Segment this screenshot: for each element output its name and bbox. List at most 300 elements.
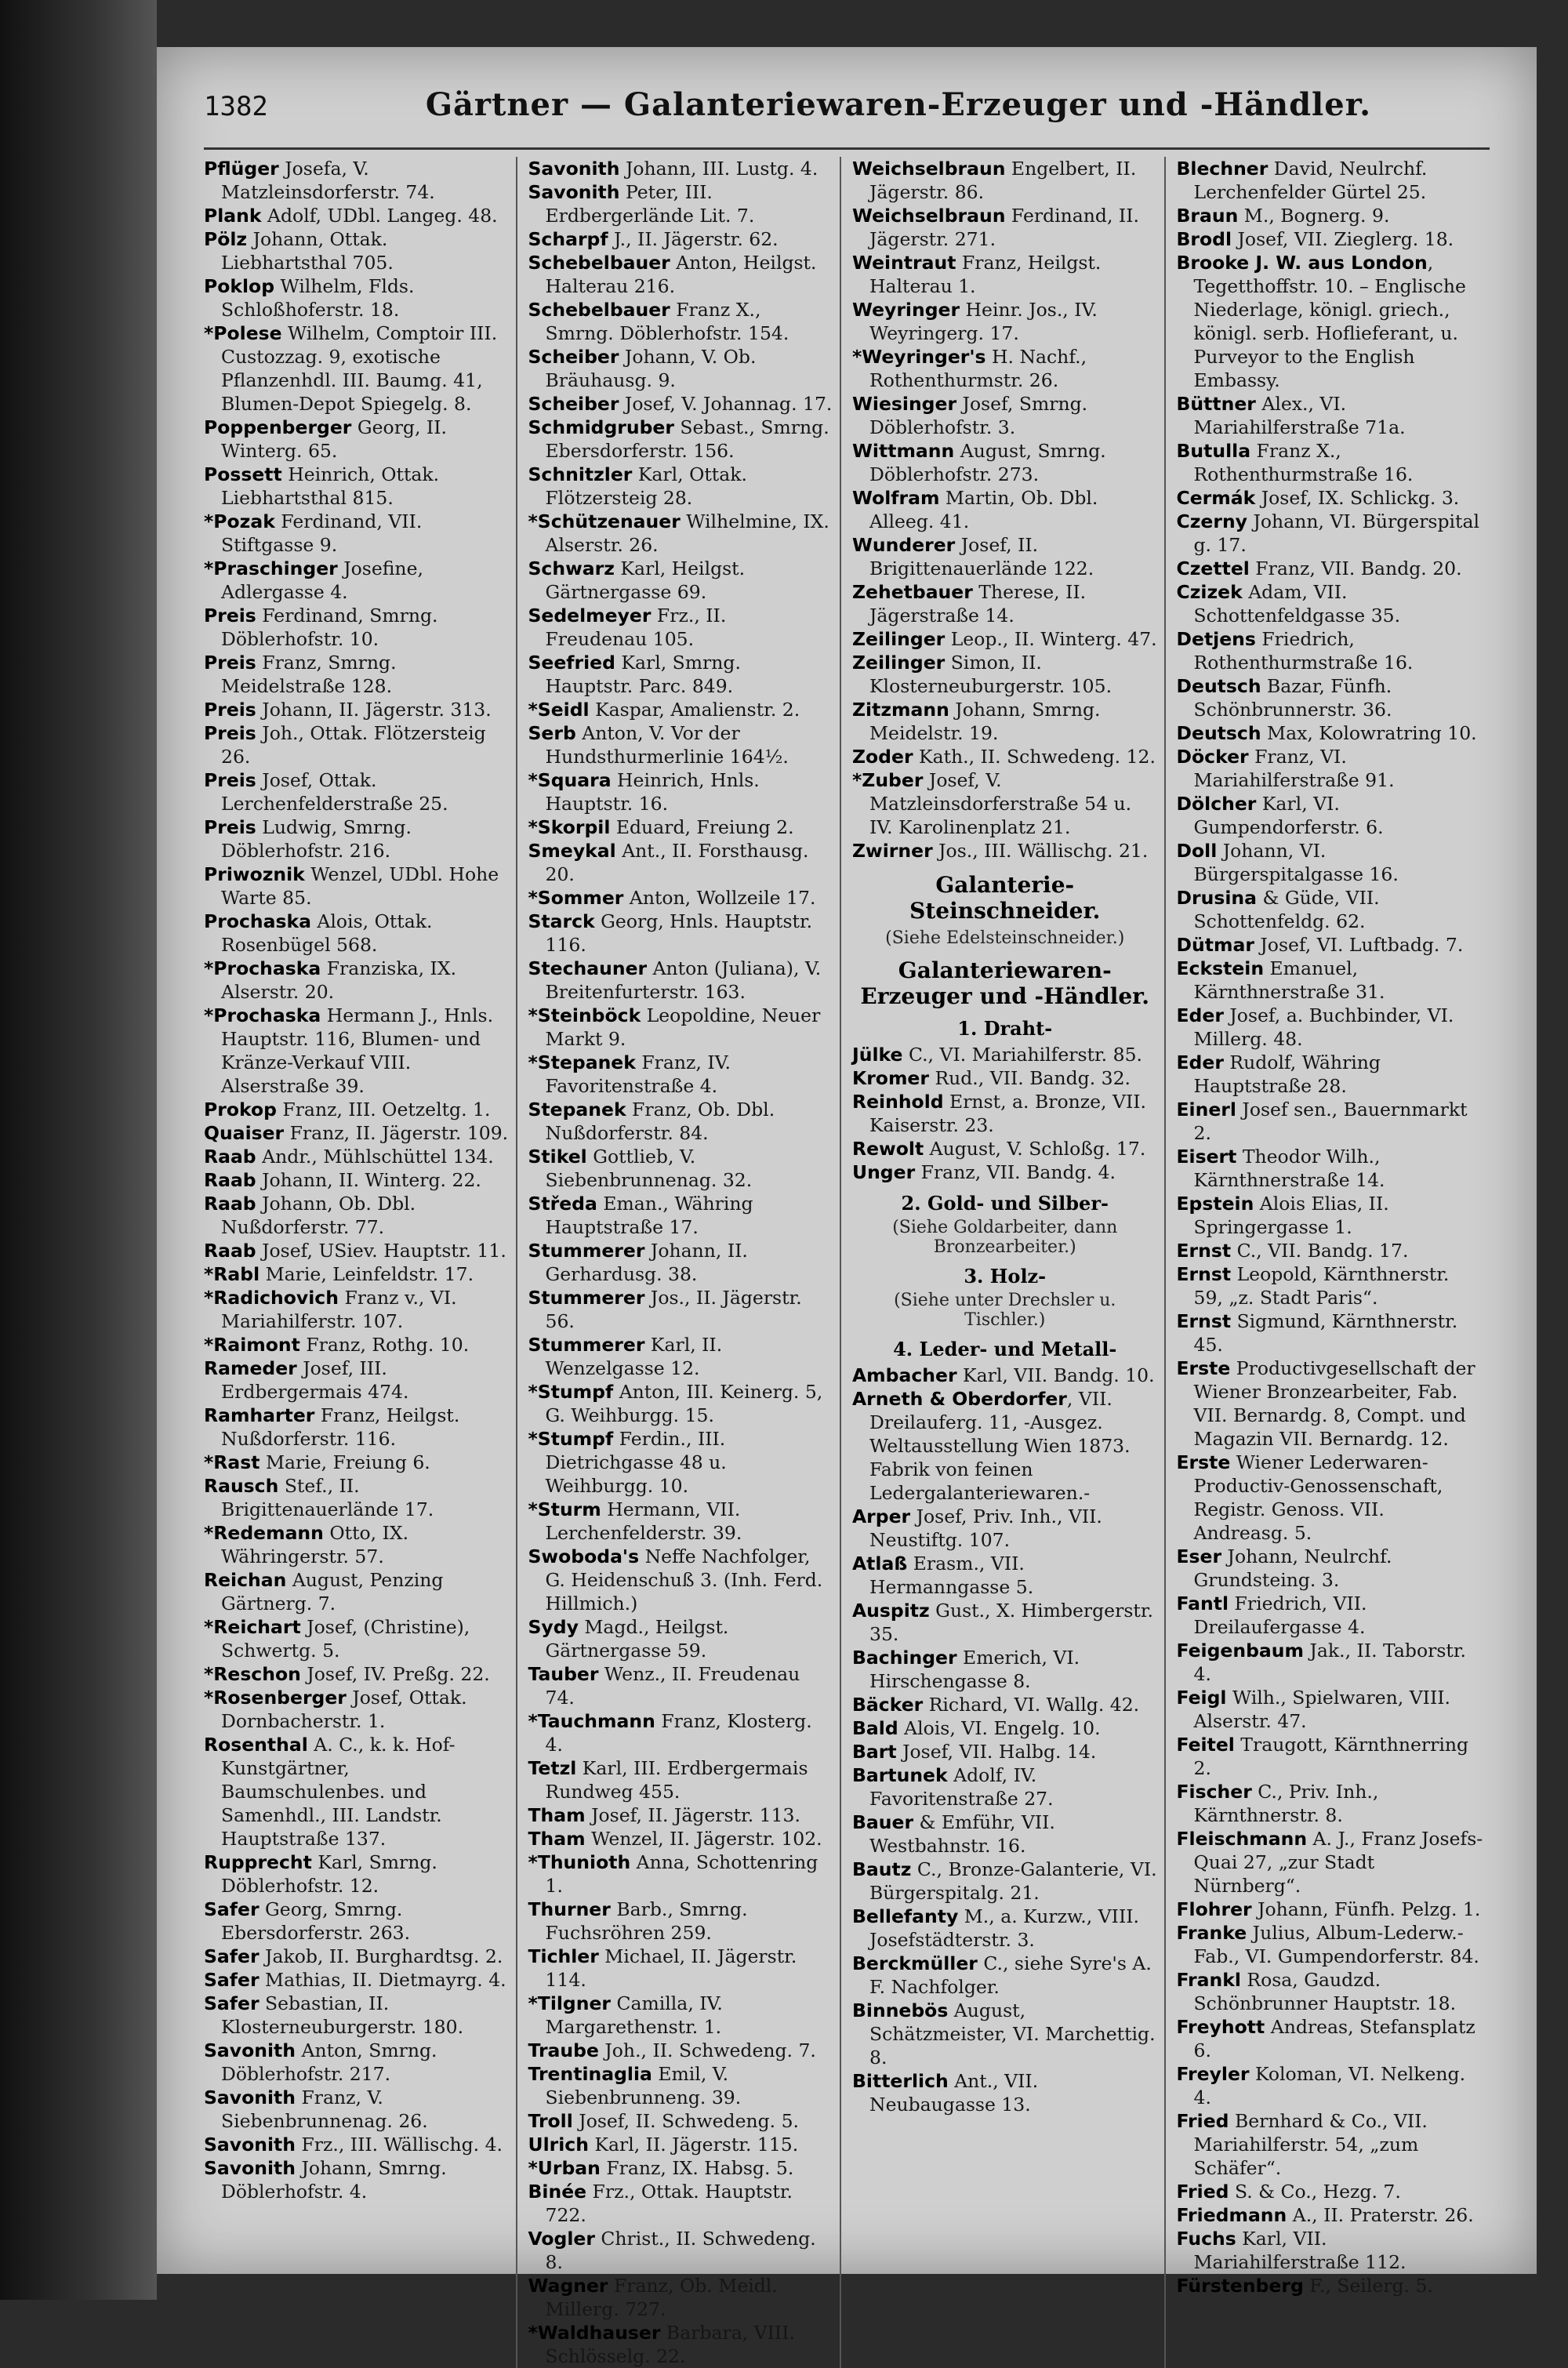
directory-entry <box>852 2069 1158 2116</box>
entry-name: Cermák <box>1176 487 1256 509</box>
entry-name: Fantl <box>1176 1593 1229 1614</box>
running-title: Gärtner — Galanteriewaren-Erzeuger und -Händler. <box>425 86 1372 123</box>
entry-details: Georg, Smrng. Ebersdorferstr. 263. <box>221 1898 411 1944</box>
entry-details: F., Seilerg. 5. <box>1303 2275 1433 2297</box>
entry-name: Tham <box>528 1828 586 1850</box>
entry-name: Zwirner <box>852 840 933 862</box>
entry-name: Arneth & Oberdorfer <box>852 1388 1067 1410</box>
directory-entry <box>528 1286 834 1333</box>
entry-details: Rosa, Gaudzd. Schönbrunner Hauptstr. 18. <box>1193 1969 1457 2014</box>
entry-name: Stepanek <box>528 1099 626 1120</box>
entry-name: Trentinaglia <box>528 2063 652 2085</box>
entry-name: Weyringer <box>852 299 960 321</box>
directory-entry <box>852 1505 1158 1552</box>
entry-details: Franz, IX. Habsg. 5. <box>600 2157 794 2179</box>
directory-entry <box>1177 227 1484 251</box>
directory-entry <box>1177 933 1484 957</box>
entry-details: Wilh., Spielwaren, VIII. Alserstr. 47. <box>1193 1687 1450 1732</box>
entry-name: Savonith <box>204 2157 296 2179</box>
entry-details: Jos., II. Jägerstr. 56. <box>545 1287 802 1332</box>
directory-entry <box>852 204 1158 251</box>
entry-name: Frankl <box>1176 1969 1241 1991</box>
directory-entry <box>852 580 1158 627</box>
directory-entry <box>204 1145 510 1168</box>
entry-details: August, V. Schloßg. 17. <box>924 1138 1146 1160</box>
directory-entry <box>1177 204 1484 227</box>
entry-name: Prochaska <box>204 910 311 932</box>
directory-entry <box>852 439 1158 486</box>
directory-entry <box>528 1898 834 1945</box>
entry-name: Rewolt <box>852 1138 924 1160</box>
entry-details: Erasm., VII. Hermanngasse 5. <box>869 1553 1034 1598</box>
entry-name: Berckmüller <box>852 1952 978 1974</box>
directory-entry <box>1177 1592 1484 1639</box>
entry-name: *Praschinger <box>204 557 338 579</box>
entry-details: Johann, VI. Bürgerspitalgasse 16. <box>1193 840 1399 885</box>
entry-name: Savonith <box>204 2087 296 2108</box>
directory-entry <box>528 1192 834 1239</box>
entry-name: Safer <box>204 1898 260 1920</box>
directory-entry <box>1177 1309 1484 1357</box>
entry-name: Bellefanty <box>852 1905 959 1927</box>
entry-details: Johann, II. Jägerstr. 313. <box>256 699 492 721</box>
entry-details: Johann, III. Lustg. 4. <box>619 158 818 180</box>
entry-details: Adolf, UDbl. Langeg. 48. <box>261 205 498 227</box>
entry-name: Flohrer <box>1176 1898 1252 1920</box>
directory-entry <box>528 1098 834 1145</box>
directory-entry <box>204 1968 510 1992</box>
entry-details: Christ., II. Schwedeng. 8. <box>545 2228 816 2273</box>
entry-details: C., VI. Mariahilferstr. 85. <box>902 1044 1142 1066</box>
entry-name: Fried <box>1176 2110 1229 2132</box>
entry-details: Neffe Nachfolger, G. Heidenschuß 3. (Inh. Ferd. Hillmich.) <box>545 1545 823 1614</box>
directory-entry <box>204 651 510 698</box>
entry-name: Ramharter <box>204 1404 315 1426</box>
entry-details: Franz X., Smrng. Döblerhofstr. 154. <box>545 299 789 344</box>
entry-name: Wolfram <box>852 487 940 509</box>
entry-details: Franz, II. Jägerstr. 109. <box>284 1122 509 1144</box>
entry-details: A. J., Franz Josefs-Quai 27, „zur Stadt Nürnberg“. <box>1193 1828 1483 1897</box>
entry-details: Eman., Währing Hauptstraße 17. <box>545 1193 753 1238</box>
directory-entry <box>1177 721 1484 745</box>
directory-entry <box>852 1387 1158 1505</box>
directory-entry <box>1177 2274 1484 2297</box>
directory-entry <box>204 1850 510 1898</box>
entry-name: Tauber <box>528 1663 599 1685</box>
entry-name: Savonith <box>204 2134 296 2156</box>
entry-details: Alois, Ottak. Rosenbügel 568. <box>221 910 433 956</box>
header-rule <box>204 147 1490 150</box>
entry-details: Joh., II. Schwedeng. 7. <box>598 2039 816 2061</box>
directory-entry <box>528 2133 834 2156</box>
entry-name: Eisert <box>1176 1146 1237 1168</box>
entry-name: Preis <box>204 652 256 674</box>
section-heading: Galanterie-Steinschneider. <box>909 872 1101 924</box>
entry-details: Barb., Smrng. Fuchsröhren 259. <box>545 1898 748 1944</box>
directory-entry <box>1177 2203 1484 2227</box>
entry-details: Johann, Ottak. Liebhartsthal 705. <box>221 228 394 274</box>
entry-details: Heinrich, Ottak. Liebhartsthal 815. <box>221 463 440 509</box>
columns <box>204 157 1490 2367</box>
directory-entry <box>528 1380 834 1427</box>
directory-entry <box>528 557 834 604</box>
entry-details: Anton, III. Keinerg. 5, G. Weihburgg. 15. <box>545 1381 823 1426</box>
entry-name: *Stepanek <box>528 1051 636 1073</box>
directory-entry <box>852 1160 1158 1184</box>
directory-entry <box>204 1521 510 1568</box>
entry-name: Ambacher <box>852 1364 957 1386</box>
directory-entry <box>204 1333 510 1357</box>
directory-entry <box>1177 486 1484 510</box>
entry-name: *Rosenberger <box>204 1687 347 1709</box>
directory-entry <box>1177 1357 1484 1451</box>
entry-name: *Rabl <box>204 1263 260 1285</box>
entry-name: Weichselbraun <box>852 158 1006 180</box>
entry-name: Jülke <box>852 1044 903 1066</box>
entry-name: Schnitzler <box>528 463 633 485</box>
entry-name: Deutsch <box>1176 722 1261 744</box>
directory-entry <box>1177 674 1484 721</box>
entry-details: Karl, Smrng. Hauptstr. Parc. 849. <box>545 652 741 697</box>
entry-details: Hermann, VII. Lerchenfelderstr. 39. <box>545 1498 742 1544</box>
directory-entry <box>204 721 510 768</box>
directory-entry <box>204 416 510 463</box>
entry-details: Franziska, IX. Alserstr. 20. <box>221 957 457 1003</box>
directory-entry <box>1177 2062 1484 2109</box>
entry-name: *Weyringer's <box>852 346 986 368</box>
entry-name: Büttner <box>1176 393 1256 415</box>
section-subheading: 3. Holz- <box>964 1265 1047 1288</box>
entry-details: Wenzel, UDbl. Hohe Warte 85. <box>221 863 499 909</box>
directory-entry <box>204 1357 510 1404</box>
entry-details: , Tegetthoffstr. 10. – Englische Niederlage, königl. griech., königl. serb. Hoflieferant, u. Purveyor to the English Embassy. <box>1193 252 1466 391</box>
entry-details: M., a. Kurzw., VIII. Josefstädterstr. 3. <box>869 1905 1139 1951</box>
entry-name: *Tauchmann <box>528 1710 655 1732</box>
directory-entry <box>852 745 1158 768</box>
entry-name: Rosenthal <box>204 1734 308 1756</box>
entry-details: Michael, II. Jägerstr. 114. <box>545 1945 797 1991</box>
entry-details: Karl, VII. Mariahilferstraße 112. <box>1193 2228 1406 2273</box>
directory-entry <box>852 1599 1158 1646</box>
entry-name: Weintraut <box>852 252 956 274</box>
directory-entry <box>528 957 834 1004</box>
directory-entry <box>1177 157 1484 204</box>
entry-name: Savonith <box>204 2039 296 2061</box>
entry-details: Alois, VI. Engelg. 10. <box>898 1717 1101 1739</box>
entry-name: *Waldhauser <box>528 2322 661 2344</box>
entry-name: *Skorpil <box>528 816 611 838</box>
entry-details: Engelbert, II. Jägerstr. 86. <box>869 158 1137 203</box>
entry-name: Reinhold <box>852 1091 944 1113</box>
entry-details: Josef, II. Schwedeng. 5. <box>572 2110 800 2132</box>
directory-entry <box>528 651 834 698</box>
entry-details: Stef., II. Brigittenauerlände 17. <box>221 1475 434 1520</box>
entry-details: Rud., VII. Bandg. 32. <box>928 1067 1131 1089</box>
entry-name: Scheiber <box>528 346 619 368</box>
entry-details: Franz, III. Oetzeltg. 1. <box>276 1099 491 1120</box>
entry-details: Josef sen., Bauernmarkt 2. <box>1193 1099 1468 1144</box>
directory-entry <box>528 1850 834 1898</box>
directory-entry <box>528 1004 834 1051</box>
entry-name: Czerny <box>1176 510 1248 532</box>
directory-entry <box>528 2321 834 2368</box>
directory-entry <box>852 627 1158 651</box>
section-subheading: 2. Gold- und Silber- <box>901 1192 1109 1215</box>
directory-entry <box>1177 580 1484 627</box>
entry-details: Josef, II. Brigittenauerlände 122. <box>869 534 1094 579</box>
directory-entry <box>528 1239 834 1286</box>
entry-details: Frz., Ottak. Hauptstr. 722. <box>545 2181 793 2226</box>
directory-entry <box>528 1662 834 1709</box>
entry-details: Johann, V. Ob. Bräuhausg. 9. <box>545 346 757 391</box>
entry-details: Ferdinand, Smrng. Döblerhofstr. 10. <box>221 605 438 650</box>
directory-entry <box>852 768 1158 839</box>
entry-details: Georg, II. Winterg. 65. <box>221 416 447 462</box>
entry-details: A. C., k. k. Hof-Kunstgärtner, Baumschulenbes. und Samenhdl., III. Landstr. Hauptstraße 137. <box>221 1734 456 1850</box>
directory-entry <box>204 1192 510 1239</box>
entry-name: Zehetbauer <box>852 581 973 603</box>
entry-name: Freyhott <box>1176 2016 1265 2038</box>
entry-details: Karl, Heilgst. Gärtnergasse 69. <box>545 557 746 603</box>
directory-entry <box>852 1693 1158 1716</box>
entry-details: Ernst, a. Bronze, VII. Kaiserstr. 23. <box>869 1091 1146 1136</box>
entry-details: Franz, Heilgst. Halterau 1. <box>869 252 1102 297</box>
entry-details: & Güde, VII. Schottenfeldg. 62. <box>1193 887 1380 932</box>
entry-details: Franz, VI. Mariahilferstraße 91. <box>1193 746 1395 791</box>
directory-entry <box>204 227 510 274</box>
entry-name: Ernst <box>1176 1310 1232 1332</box>
entry-name: Fürstenberg <box>1176 2275 1304 2297</box>
column-2 <box>528 157 842 2368</box>
entry-name: Binnebös <box>852 1999 949 2021</box>
entry-details: Josef, Ottak. Dornbacherstr. 1. <box>221 1687 467 1732</box>
entry-details: Josef, Smrng. Döblerhofstr. 3. <box>869 393 1088 438</box>
entry-name: *Raimont <box>204 1334 300 1356</box>
entry-name: Stikel <box>528 1146 587 1168</box>
entry-name: Arper <box>852 1505 911 1527</box>
entry-name: *Tilgner <box>528 1992 612 2014</box>
directory-entry <box>528 2109 834 2133</box>
entry-details: Andr., Mühlschüttel 134. <box>256 1146 494 1168</box>
entry-details: Magd., Heilgst. Gärtnergasse 59. <box>545 1616 729 1662</box>
entry-details: Wilhelm, Comptoir III. Custozzag. 9, exotische Pflanzenhdl. III. Baumg. 41, Blumen-Depot Spiegelg. 8. <box>221 322 498 415</box>
section-subheading: 1. Draht- <box>957 1017 1053 1040</box>
page-header <box>204 86 1490 141</box>
directory-entry <box>204 157 510 204</box>
entry-details: C., Priv. Inh., Kärnthnerstr. 8. <box>1193 1781 1379 1826</box>
directory-entry <box>1177 2109 1484 2180</box>
entry-details: Richard, VI. Wallg. 42. <box>923 1694 1140 1716</box>
directory-entry <box>204 815 510 863</box>
entry-details: Anna, Schottenring 1. <box>545 1851 818 1897</box>
entry-name: Ernst <box>1176 1240 1232 1262</box>
entry-details: Karl, VII. Bandg. 10. <box>956 1364 1155 1386</box>
directory-entry <box>204 463 510 510</box>
entry-name: *Prochaska <box>204 957 321 979</box>
entry-details: Wenz., II. Freudenau 74. <box>545 1663 800 1709</box>
entry-details: Johann, VI. Bürgerspital g. 17. <box>1193 510 1480 556</box>
entry-details: S. & Co., Hezg. 7. <box>1229 2181 1401 2203</box>
entry-details: Johann, II. Gerhardusg. 38. <box>545 1240 748 1285</box>
directory-entry <box>528 1498 834 1545</box>
entry-details: Eduard, Freiung 2. <box>610 816 794 838</box>
entry-name: Safer <box>204 1945 260 1967</box>
entry-details: Josefine, Adlergasse 4. <box>221 557 423 603</box>
entry-details: Theodor Wilh., Kärnthnerstraße 14. <box>1193 1146 1385 1191</box>
entry-name: Zeilinger <box>852 652 946 674</box>
page-number: 1382 <box>204 91 268 122</box>
directory-entry <box>1177 745 1484 792</box>
entry-details: August, Schätzmeister, VI. Marchettig. 8. <box>869 1999 1156 2068</box>
directory-entry <box>1177 792 1484 839</box>
entry-name: Tetzl <box>528 1757 577 1779</box>
entry-details: Mathias, II. Dietmayrg. 4. <box>259 1969 506 1991</box>
directory-entry <box>528 1333 834 1380</box>
entry-name: Tichler <box>528 1945 599 1967</box>
entry-details: Ludwig, Smrng. Döblerhofstr. 216. <box>221 816 412 862</box>
directory-entry <box>852 1999 1158 2069</box>
entry-name: Deutsch <box>1176 675 1261 697</box>
entry-details: Josef, VII. Halbg. 14. <box>896 1741 1097 1763</box>
entry-name: Zitzmann <box>852 699 949 721</box>
entry-name: Scheiber <box>528 393 619 415</box>
entry-details: Max, Kolowratring 10. <box>1261 722 1477 744</box>
entry-name: Fuchs <box>1176 2228 1236 2250</box>
section-note: (Siehe Edelsteinschneider.) <box>885 928 1125 948</box>
entry-details: David, Neulrchf. Lerchenfelder Gürtel 25. <box>1193 158 1428 203</box>
entry-details: Wenzel, II. Jägerstr. 102. <box>585 1828 822 1850</box>
entry-name: Feigenbaum <box>1176 1640 1304 1662</box>
entry-details: Wilhelmine, IX. Alserstr. 26. <box>545 510 829 556</box>
entry-name: Serb <box>528 722 576 744</box>
entry-details: H. Nachf., Rothenthurmstr. 26. <box>869 346 1087 391</box>
entry-details: Jak., II. Taborstr. 4. <box>1193 1640 1466 1685</box>
directory-entry <box>528 345 834 392</box>
directory-entry <box>1177 1145 1484 1192</box>
entry-details: Ant., II. Forsthausg. 20. <box>545 840 809 885</box>
entry-details: Anton, Smrng. Döblerhofstr. 217. <box>221 2039 437 2085</box>
directory-entry <box>204 1945 510 1968</box>
entry-name: Brooke J. W. aus London <box>1176 252 1428 274</box>
directory-entry <box>528 2156 834 2180</box>
directory-entry <box>528 604 834 651</box>
entry-name: Traube <box>528 2039 599 2061</box>
directory-entry <box>528 1051 834 1098</box>
entry-name: Raab <box>204 1146 256 1168</box>
entry-details: Josefa, V. Matzleinsdorferstr. 74. <box>221 158 435 203</box>
entry-details: Johann, II. Winterg. 22. <box>256 1169 481 1191</box>
entry-details: Sebastian, II. Klosterneuburgerstr. 180. <box>221 1992 464 2038</box>
entry-details: August, Penzing Gärtnerg. 7. <box>221 1569 444 1614</box>
directory-entry <box>1177 392 1484 439</box>
entry-details: Franz, Ob. Dbl. Nußdorferstr. 84. <box>545 1099 775 1144</box>
directory-entry <box>528 2274 834 2321</box>
entry-details: Leopoldine, Neuer Markt 9. <box>545 1004 821 1050</box>
entry-name: Zeilinger <box>852 628 946 650</box>
directory-entry <box>528 2227 834 2274</box>
entry-name: Dütmar <box>1176 934 1254 956</box>
directory-entry <box>204 910 510 957</box>
directory-entry <box>1177 439 1484 486</box>
entry-details: Emanuel, Kärnthnerstraße 31. <box>1193 957 1385 1003</box>
entry-details: Heinr. Jos., IV. Weyringerg. 17. <box>869 299 1098 344</box>
entry-details: , VII. Dreilauferg. 11, -Ausgez. Weltausstellung Wien 1873. Fabrik von feinen Ledergalanteriewaren.- <box>869 1388 1131 1504</box>
entry-name: Quaiser <box>204 1122 285 1144</box>
entry-details: Hermann J., Hnls. Hauptstr. 116, Blumen- und Kränze-Verkauf VIII. Alserstraße 39. <box>221 1004 494 1097</box>
directory-entry <box>528 157 834 180</box>
directory-entry <box>1177 2180 1484 2203</box>
entry-details: Karl, II. Wenzelgasse 12. <box>545 1334 723 1379</box>
entry-name: Středa <box>528 1193 597 1215</box>
entry-name: Zoder <box>852 746 913 768</box>
entry-name: Eckstein <box>1176 957 1265 979</box>
directory-entry <box>528 910 834 957</box>
entry-details: Franz, VII. Bandg. 20. <box>1249 557 1462 579</box>
directory-entry <box>1177 1827 1484 1898</box>
entry-details: Johann, Smrng. Meidelstr. 19. <box>869 699 1101 744</box>
directory-entry <box>204 1568 510 1615</box>
entry-details: Camilla, IV. Margarethenstr. 1. <box>545 1992 723 2038</box>
entry-name: Smeykal <box>528 840 616 862</box>
entry-details: Franz, Klosterg. 4. <box>545 1710 812 1756</box>
directory-page <box>157 47 1537 2367</box>
entry-name: Unger <box>852 1161 916 1183</box>
entry-details: Franz, IV. Favoritenstraße 4. <box>545 1051 731 1097</box>
entry-name: Preis <box>204 816 256 838</box>
directory-entry <box>528 839 834 886</box>
entry-name: Rausch <box>204 1475 279 1497</box>
directory-entry <box>852 698 1158 745</box>
entry-details: Karl, III. Erdbergermais Rundweg 455. <box>545 1757 808 1803</box>
entry-details: Josef, Priv. Inh., VII. Neustiftg. 107. <box>869 1505 1102 1551</box>
entry-details: Friedrich, Rothenthurmstraße 16. <box>1193 628 1414 674</box>
entry-name: Brodl <box>1176 228 1232 250</box>
entry-name: Bachinger <box>852 1647 957 1669</box>
directory-entry <box>1177 1239 1484 1262</box>
entry-name: *Pozak <box>204 510 275 532</box>
entry-name: Safer <box>204 1992 260 2014</box>
directory-entry <box>528 886 834 910</box>
directory-entry <box>204 1662 510 1686</box>
book-spine-shadow <box>0 0 157 2300</box>
entry-details: Andreas, Stefansplatz 6. <box>1193 2016 1475 2061</box>
entry-name: Ernst <box>1176 1263 1232 1285</box>
entry-name: Wiesinger <box>852 393 957 415</box>
directory-entry <box>204 1898 510 1945</box>
directory-entry <box>528 2039 834 2062</box>
entry-details: Alex., VI. Mariahilferstraße 71a. <box>1193 393 1406 438</box>
entry-name: Starck <box>528 910 595 932</box>
directory-entry <box>852 1043 1158 1066</box>
directory-entry <box>1177 2227 1484 2274</box>
entry-name: Blechner <box>1176 158 1269 180</box>
entry-details: Koloman, VI. Nelkeng. 4. <box>1193 2063 1466 2108</box>
directory-entry <box>528 1756 834 1803</box>
directory-entry <box>852 1090 1158 1137</box>
directory-entry <box>1177 1686 1484 1733</box>
entry-details: Josef, II. Jägerstr. 113. <box>585 1804 800 1826</box>
entry-name: Wunderer <box>852 534 956 556</box>
directory-entry <box>1177 251 1484 392</box>
entry-name: *Redemann <box>204 1522 324 1544</box>
directory-entry <box>204 1168 510 1192</box>
directory-entry <box>1177 2015 1484 2062</box>
directory-entry <box>852 1137 1158 1160</box>
directory-entry <box>852 839 1158 863</box>
entry-name: Eser <box>1176 1545 1222 1567</box>
entry-details: Alois Elias, II. Springergasse 1. <box>1193 1193 1389 1238</box>
entry-name: Poklop <box>204 275 275 297</box>
